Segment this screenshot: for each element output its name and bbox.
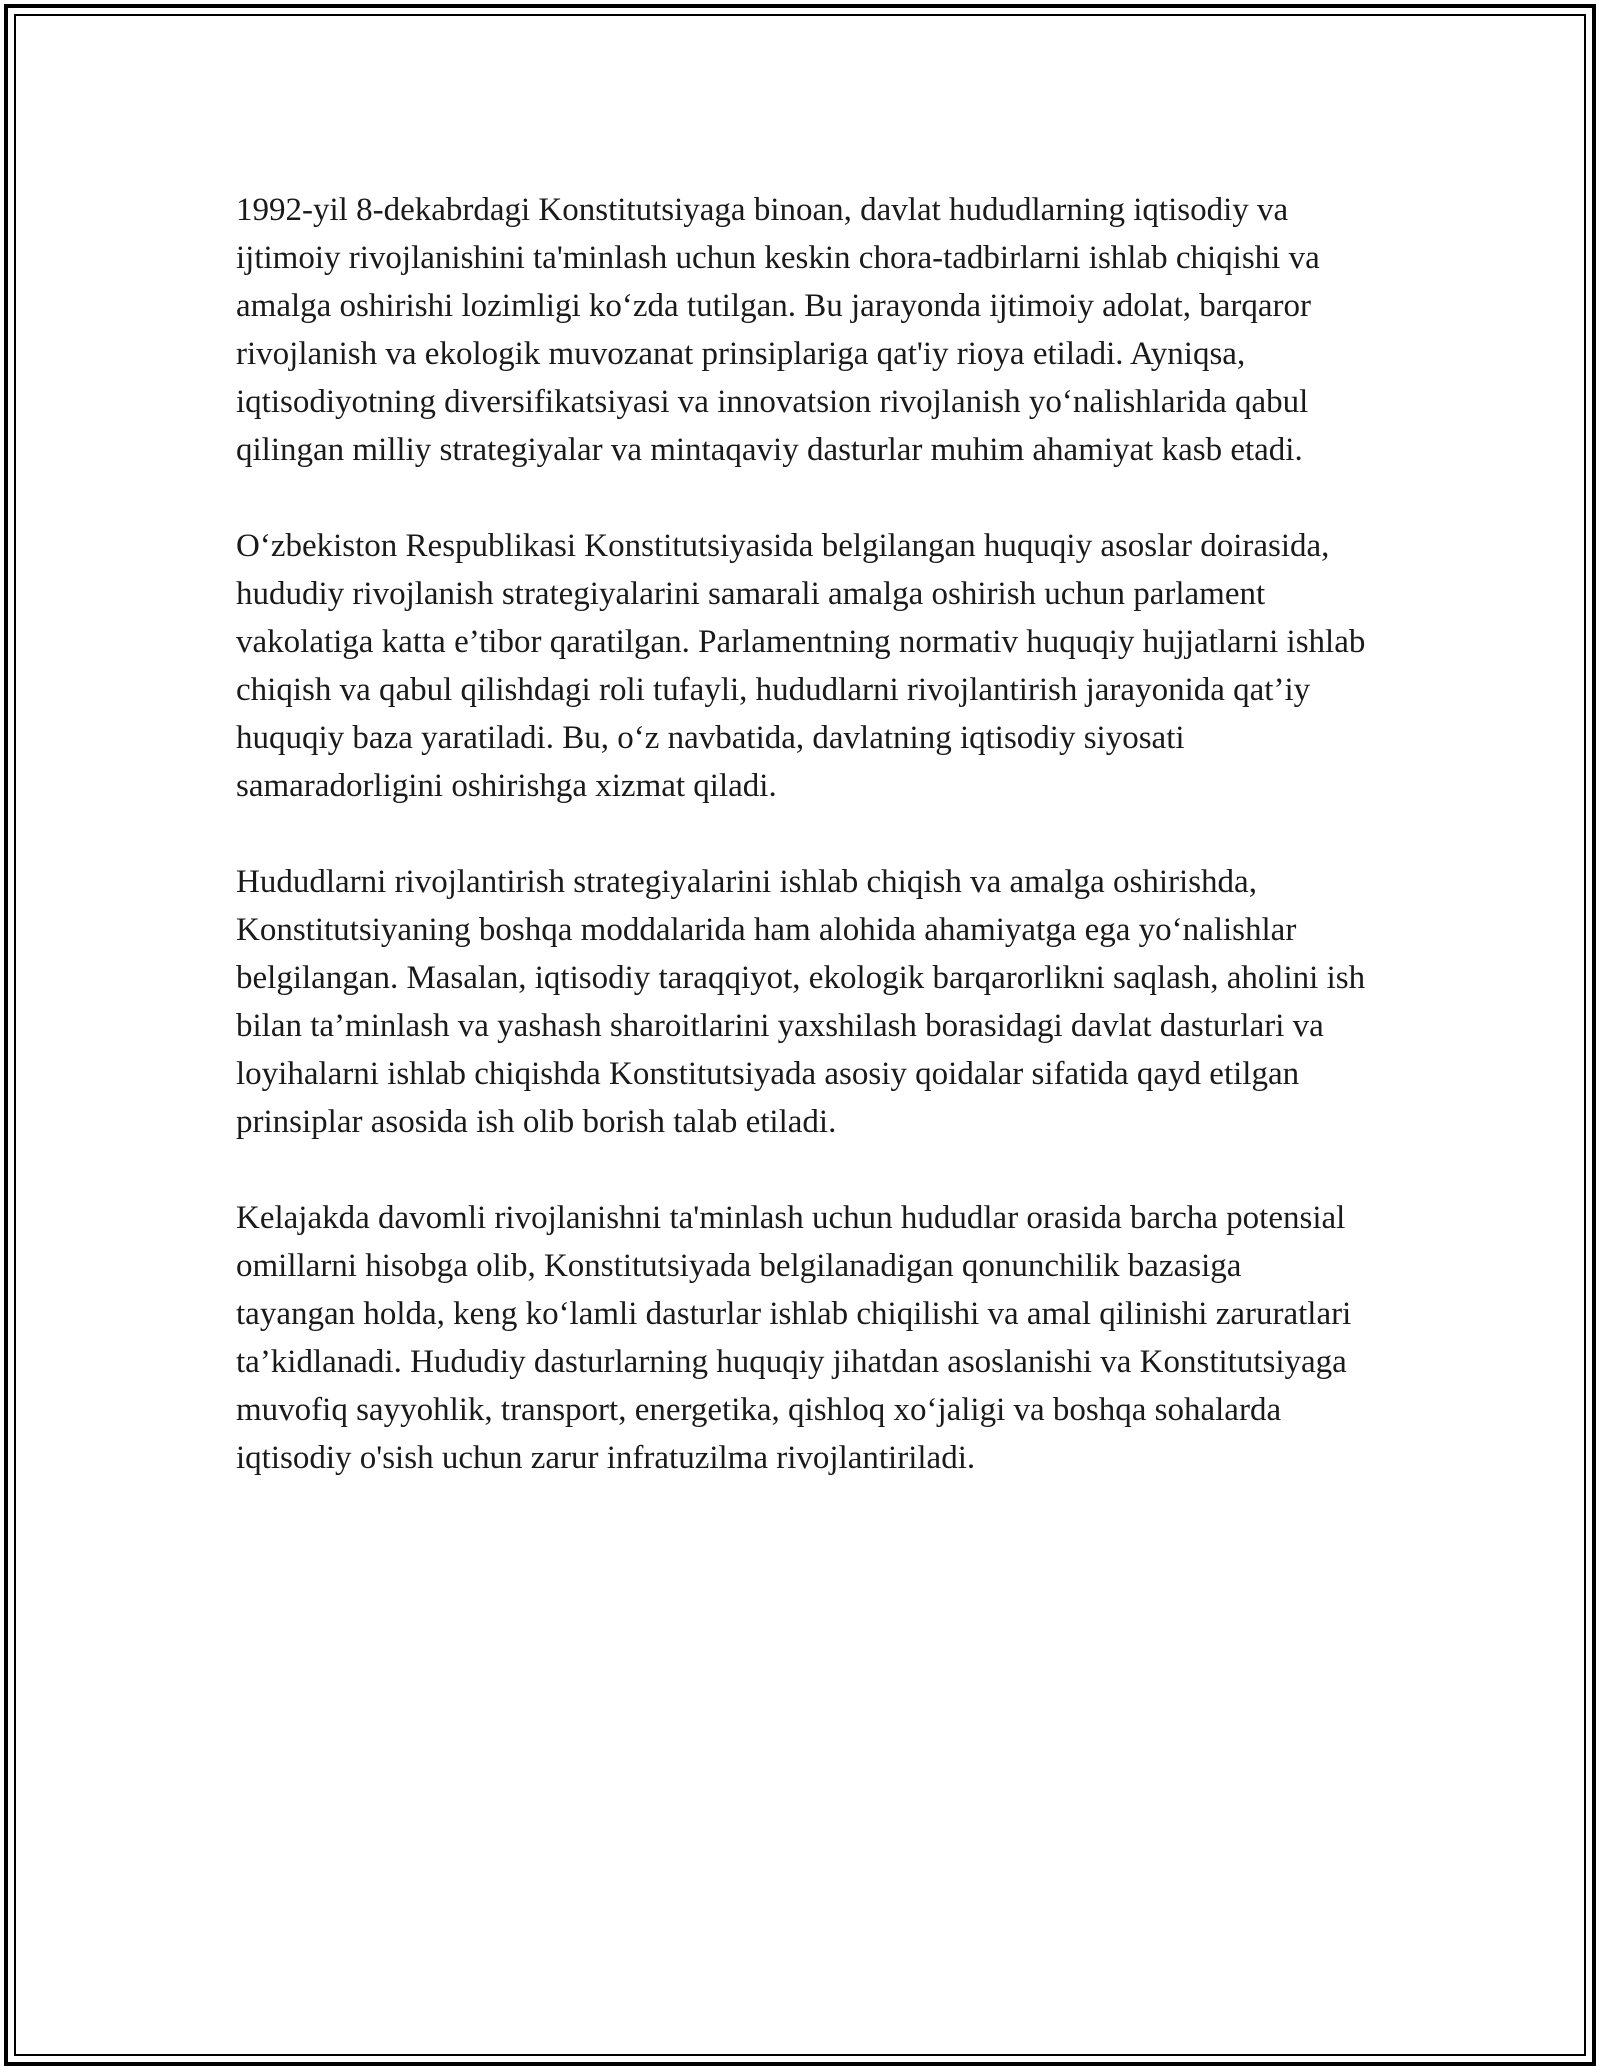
paragraph-4: Kelajakda davomli rivojlanishni ta'minlash uchun hududlar orasida barcha potensial omillarni hisobga olib, Konstitutsiyada belgilanadigan qonunchilik bazasiga tayangan holda, keng ko‘lamli dasturlar ishlab chiqilishi va amal qilinishi zaruratlari ta’kidlanadi. Hududiy dasturlarning huquqiy jihatdan asoslanishi va Konstitutsiyaga muvofiq sayyohlik, transport, energetika, qishloq xo‘jaligi va boshqa sohalarda iqtisodiy o'sish uchun zarur infratuzilma rivojlantiriladi.: [236, 1200, 1352, 1476]
paragraph-1: 1992-yil 8-dekabrdagi Konstitutsiyaga binoan, davlat hududlarning iqtisodiy va ijtimoiy rivojlanishini ta'minlash uchun keskin chora-tadbirlarni ishlab chiqishi va amalga oshirishi lozimligi ko‘zda tutilgan. Bu jarayonda ijtimoiy adolat, barqaror rivojlanish va ekologik muvozanat prinsiplariga qat'iy rioya etiladi. Ayniqsa, iqtisodiyotning diversifikatsiyasi va innovatsion rivojlanish yo‘nalishlarida qabul qilingan milliy strategiyalar va mintaqaviy dasturlar muhim ahamiyat kasb etadi.: [236, 192, 1320, 468]
paragraph-3: Hududlarni rivojlantirish strategiyalarini ishlab chiqish va amalga oshirishda, Konstitutsiyaning boshqa moddalarida ham alohida ahamiyatga ega yo‘nalishlar belgilangan. Masalan, iqtisodiy taraqqiyot, ekologik barqarorlikni saqlash, aholini ish bilan ta’minlash va yashash sharoitlarini yaxshilash borasidagi davlat dasturlari va loyihalarni ishlab chiqishda Konstitutsiyada asosiy qoidalar sifatida qayd etilgan prinsiplar asosida ish olib borish talab etiladi.: [236, 864, 1366, 1140]
paragraph-2: O‘zbekiston Respublikasi Konstitutsiyasida belgilangan huquqiy asoslar doirasida, hududiy rivojlanish strategiyalarini samarali amalga oshirish uchun parlament vakolatiga katta e’tibor qaratilgan. Parlamentning normativ huquqiy hujjatlarni ishlab chiqish va qabul qilishdagi roli tufayli, hududlarni rivojlantirish jarayonida qat’iy huquqiy baza yaratiladi. Bu, o‘z navbatida, davlatning iqtisodiy siyosati samaradorligini oshirishga xizmat qiladi.: [236, 528, 1366, 804]
document-body: [236, 186, 1366, 1530]
